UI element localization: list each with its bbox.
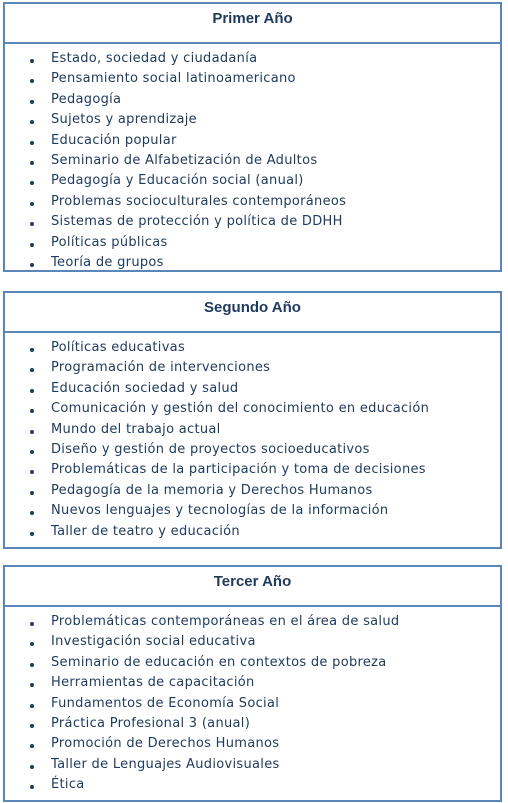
bullet-icon	[30, 243, 34, 247]
subject-label: Mundo del trabajo actual	[51, 421, 221, 437]
subject-item	[5, 233, 500, 253]
bullet-icon	[30, 511, 34, 515]
subject-item	[5, 673, 500, 693]
subject-label: Educación popular	[51, 132, 177, 148]
bullet-icon	[30, 450, 34, 454]
third-year-subject-list	[5, 607, 500, 796]
subject-label: Pedagogía y Educación social (anual)	[51, 173, 304, 189]
first-year-title: Primer Año	[5, 4, 500, 44]
subject-item	[5, 399, 500, 419]
subject-label: Práctica Profesional 3 (anual)	[51, 715, 251, 731]
subject-label: Estado, sociedad y ciudadanía	[51, 51, 258, 66]
subject-label: Taller de Lenguajes Audiovisuales	[51, 756, 280, 772]
subject-item	[5, 212, 500, 232]
bullet-icon	[30, 622, 34, 626]
subject-item	[5, 192, 500, 212]
subject-item	[5, 460, 500, 480]
bullet-icon	[30, 389, 34, 393]
bullet-icon	[30, 663, 34, 667]
subject-item	[5, 253, 500, 272]
subject-label: Educación sociedad y salud	[51, 380, 239, 396]
bullet-icon	[30, 100, 34, 104]
subject-item	[5, 734, 500, 754]
subject-item	[5, 612, 500, 632]
bullet-icon	[30, 470, 34, 474]
subject-item	[5, 775, 500, 795]
subject-item	[5, 379, 500, 399]
subject-label: Herramientas de capacitación	[51, 675, 255, 691]
subject-item	[5, 501, 500, 521]
subject-label: Taller de teatro y educación	[51, 523, 240, 539]
subject-item	[5, 714, 500, 734]
subject-item	[5, 151, 500, 171]
subject-item	[5, 171, 500, 191]
bullet-icon	[30, 59, 34, 63]
bullet-icon	[30, 491, 34, 495]
bullet-icon	[30, 202, 34, 206]
subject-label: Promoción de Derechos Humanos	[51, 736, 280, 752]
subject-item	[5, 358, 500, 378]
subject-label: Políticas públicas	[51, 234, 168, 250]
subject-item	[5, 653, 500, 673]
subject-label: Fundamentos de Economía Social	[51, 695, 280, 711]
subject-label: Pedagogía	[51, 91, 122, 107]
subject-label: Políticas educativas	[51, 340, 186, 355]
subject-label: Sujetos y aprendizaje	[51, 112, 197, 128]
bullet-icon	[30, 348, 34, 352]
bullet-icon	[30, 430, 34, 434]
third-year-box	[3, 565, 502, 802]
subject-label: Problemáticas contemporáneas en el área de salud	[51, 614, 400, 629]
second-year-title: Segundo Año	[5, 293, 500, 333]
subject-item	[5, 420, 500, 440]
subject-item	[5, 522, 500, 542]
subject-label: Problemáticas de la participación y toma de decisiones	[51, 462, 426, 478]
subject-label: Teoría de grupos	[51, 254, 164, 270]
subject-item	[5, 440, 500, 460]
subject-label: Programación de intervenciones	[51, 360, 271, 376]
second-year-subject-list	[5, 333, 500, 542]
subject-label: Comunicación y gestión del conocimiento en educación	[51, 401, 430, 417]
subject-label: Seminario de educación en contextos de pobreza	[51, 654, 387, 670]
third-year-title: Tercer Año	[5, 567, 500, 607]
bullet-icon	[30, 222, 34, 226]
second-year-box	[3, 291, 502, 549]
subject-label: Problemas socioculturales contemporáneos	[51, 193, 347, 209]
first-year-subject-list	[5, 44, 500, 272]
subject-item	[5, 90, 500, 110]
bullet-icon	[30, 785, 34, 789]
subject-item	[5, 110, 500, 130]
subject-item	[5, 755, 500, 775]
subject-item	[5, 632, 500, 652]
bullet-icon	[30, 642, 34, 646]
subject-item	[5, 69, 500, 89]
subject-item	[5, 481, 500, 501]
bullet-icon	[30, 79, 34, 83]
bullet-icon	[30, 532, 34, 536]
bullet-icon	[30, 765, 34, 769]
subject-item	[5, 694, 500, 714]
subject-item	[5, 131, 500, 151]
bullet-icon	[30, 724, 34, 728]
bullet-icon	[30, 161, 34, 165]
bullet-icon	[30, 263, 34, 267]
subject-label: Diseño y gestión de proyectos socioeducativos	[51, 441, 370, 457]
bullet-icon	[30, 141, 34, 145]
bullet-icon	[30, 120, 34, 124]
subject-label: Seminario de Alfabetización de Adultos	[51, 152, 318, 168]
subject-label: Investigación social educativa	[51, 634, 256, 650]
bullet-icon	[30, 704, 34, 708]
subject-item	[5, 338, 500, 358]
bullet-icon	[30, 683, 34, 687]
bullet-icon	[30, 409, 34, 413]
first-year-box	[3, 2, 502, 272]
subject-label: Sistemas de protección y política de DDHH	[51, 214, 343, 230]
subject-label: Nuevos lenguajes y tecnologías de la información	[51, 503, 389, 519]
subject-label: Pedagogía de la memoria y Derechos Humanos	[51, 482, 373, 498]
bullet-icon	[30, 744, 34, 748]
bullet-icon	[30, 181, 34, 185]
bullet-icon	[30, 368, 34, 372]
subject-label: Pensamiento social latinoamericano	[51, 71, 296, 87]
subject-label: Ética	[51, 777, 85, 793]
subject-item	[5, 49, 500, 69]
